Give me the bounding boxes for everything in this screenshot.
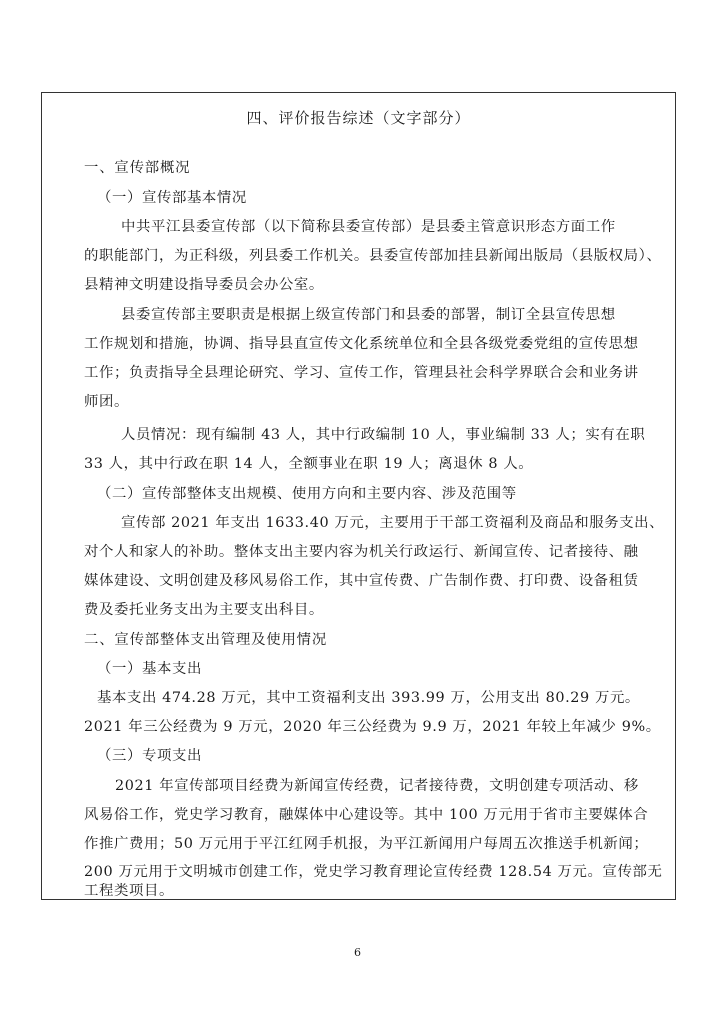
paragraph-line: 县精神文明建设指导委员会办公室。 — [84, 277, 324, 293]
paragraph-line: 媒体建设、文明创建及移风易俗工作，其中宣传费、广告制作费、打印费、设备租赁 — [84, 573, 639, 589]
paragraph-line: 基本支出 474.28 万元，其中工资福利支出 393.99 万，公用支出 80.29 万元。 — [97, 690, 640, 706]
paragraph-line: 2021 年宣传部项目经费为新闻宣传经费，记者接待费，文明创建专项活动、移 — [115, 778, 639, 794]
paragraph-line: 风易俗工作，党史学习教育，融媒体中心建设等。其中 100 万元用于省市主要媒体合 — [84, 807, 649, 823]
paragraph-line: 对个人和家人的补助。整体支出主要内容为机关行政运行、新闻宣传、记者接待、融 — [84, 544, 639, 560]
paragraph-line: 工作；负责指导全县理论研究、学习、宣传工作，管理县社会科学界联合会和业务讲 — [84, 365, 639, 381]
paragraph-line: 工程类项目。 — [84, 883, 174, 899]
paragraph-line: 师团。 — [84, 394, 129, 410]
page-number: 6 — [354, 946, 361, 959]
paragraph-line: 宣传部 2021 年支出 1633.40 万元，主要用于干部工资福利及商品和服务支出、 — [121, 515, 665, 531]
paragraph-line: 工作规划和措施，协调、指导县直宣传文化系统单位和全县各级党委党组的宣传思想 — [84, 336, 639, 352]
paragraph-line: 费及委托业务支出为主要支出科目。 — [84, 602, 324, 618]
subheading-special-spending: （三）专项支出 — [97, 748, 202, 764]
paragraph-line: 中共平江县委宣传部（以下简称县委宣传部）是县委主管意识形态方面工作 — [121, 219, 616, 235]
section-heading: 四、评价报告综述（文字部分） — [246, 109, 471, 127]
paragraph-line: 县委宣传部主要职责是根据上级宣传部门和县委的部署，制订全县宣传思想 — [121, 307, 616, 323]
paragraph-line: 人员情况：现有编制 43 人，其中行政编制 10 人，事业编制 33 人；实有在职 — [121, 427, 646, 443]
heading-2-spending-management: 二、宣传部整体支出管理及使用情况 — [84, 632, 328, 648]
subheading-basic-info: （一）宣传部基本情况 — [97, 190, 247, 206]
subheading-spending-scale: （二）宣传部整体支出规模、使用方向和主要内容、涉及范围等 — [97, 486, 517, 502]
paragraph-line: 2021 年三公经费为 9 万元，2020 年三公经费为 9.9 万，2021 年较上年减少 9%。 — [84, 719, 661, 735]
paragraph-line: 的职能部门，为正科级，列县委工作机关。县委宣传部加挂县新闻出版局（县版权局）、 — [84, 248, 662, 264]
paragraph-line: 作推广费用；50 万元用于平江红网手机报，为平江新闻用户每周五次推送手机新闻； — [84, 836, 649, 852]
subheading-basic-spending: （一）基本支出 — [97, 661, 202, 677]
paragraph-line: 33 人，其中行政在职 14 人，全额事业在职 19 人；离退休 8 人。 — [84, 456, 534, 472]
paragraph-line: 200 万元用于文明城市创建工作，党史学习教育理论宣传经费 128.54 万元。宣传部无 — [84, 864, 663, 880]
heading-1-overview: 一、宣传部概况 — [84, 160, 191, 176]
